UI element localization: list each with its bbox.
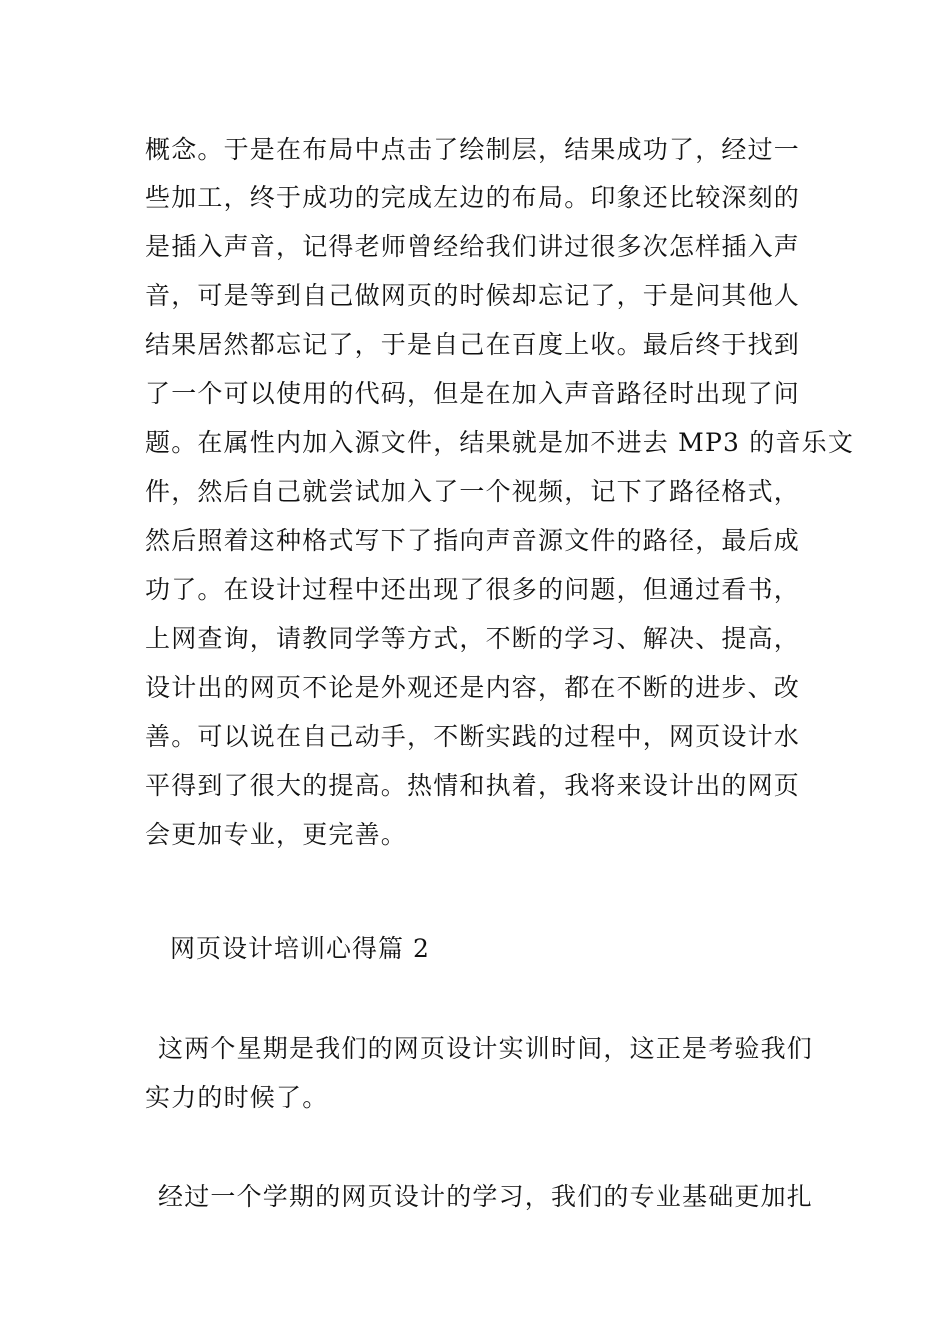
paragraph-line: 然后照着这种格式写下了指向声音源文件的路径，最后成 [145,526,801,555]
paragraph-line: 了一个可以使用的代码，但是在加入声音路径时出现了问 [145,379,801,408]
paragraph-line: 经过一个学期的网页设计的学习，我们的专业基础更加扎 [158,1182,814,1211]
paragraph-line: 功了。在设计过程中还出现了很多的问题，但通过看书， [145,575,801,604]
paragraph-line: 件，然后自己就尝试加入了一个视频，记下了路径格式， [145,477,801,506]
paragraph-line: 概念。于是在布局中点击了绘制层，结果成功了，经过一 [145,135,801,164]
paragraph-line: 音，可是等到自己做网页的时候却忘记了，于是问其他人 [145,281,801,310]
paragraph-line: 善。可以说在自己动手，不断实践的过程中，网页设计水 [145,722,801,751]
paragraph-line: 平得到了很大的提高。热情和执着，我将来设计出的网页 [145,771,801,800]
paragraph-line: 题。在属性内加入源文件，结果就是加不进去 MP3 的音乐文 [145,428,855,457]
paragraph-line: 结果居然都忘记了，于是自己在百度上收。最后终于找到 [145,330,801,359]
paragraph-line: 实力的时候了。 [145,1083,329,1112]
paragraph-line: 些加工，终于成功的完成左边的布局。印象还比较深刻的 [145,183,801,212]
paragraph-line: 设计出的网页不论是外观还是内容，都在不断的进步、改 [145,673,801,702]
paragraph-line: 这两个星期是我们的网页设计实训时间，这正是考验我们 [158,1034,814,1063]
section-heading: 网页设计培训心得篇 2 [170,934,430,963]
paragraph-line: 上网查询，请教同学等方式，不断的学习、解决、提高， [145,624,801,653]
paragraph-line: 是插入声音，记得老师曾经给我们讲过很多次怎样插入声 [145,232,801,261]
paragraph-line: 会更加专业，更完善。 [145,820,408,849]
